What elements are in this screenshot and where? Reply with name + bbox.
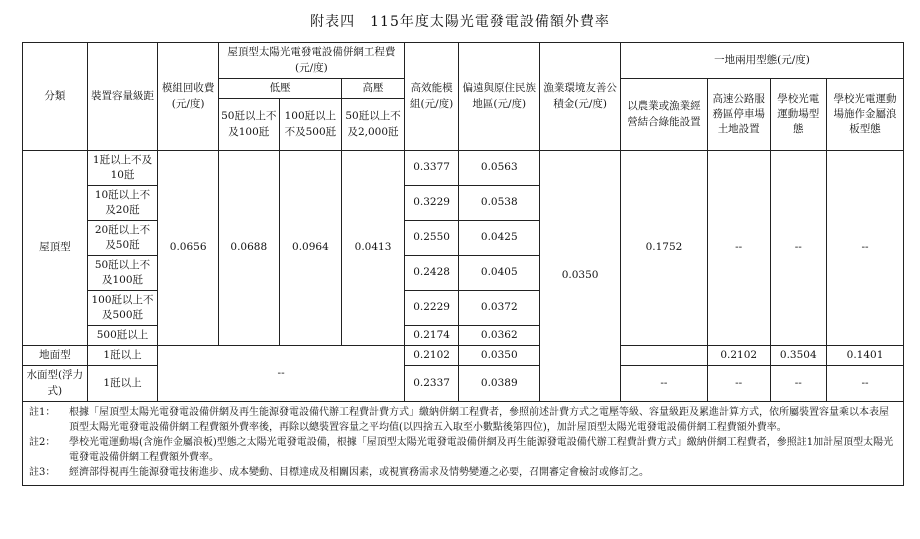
capacity-cell: 50瓩以上不及100瓩 — [87, 256, 158, 291]
fishery-fund-value: 0.0350 — [540, 151, 621, 402]
header-module-recycle: 模組回收費(元/度) — [158, 43, 219, 151]
remote-value: 0.0362 — [459, 326, 540, 346]
capacity-cell: 1瓩以上 — [87, 346, 158, 366]
ground-school-wave-value: 0.1401 — [827, 346, 904, 366]
fee-table — [22, 42, 904, 486]
lv-50-100-value: 0.0688 — [218, 151, 279, 346]
high-eff-value: 0.2428 — [404, 256, 459, 291]
header-lv-100-500: 100瓩以上不及500瓩 — [279, 99, 342, 151]
header-remote-indigenous: 偏遠與原住民族地區(元/度) — [459, 43, 540, 151]
header-agri-fishery: 以農業或漁業經營結合綠能設置 — [621, 79, 708, 151]
floating-school-wave-value: -- — [827, 366, 904, 402]
header-category: 分類 — [23, 43, 88, 151]
category-ground: 地面型 — [23, 346, 88, 366]
header-school-field: 學校光電運動場型態 — [770, 79, 827, 151]
module-recycle-value: 0.0656 — [158, 151, 219, 346]
header-high-efficiency: 高效能模組(元/度) — [404, 43, 459, 151]
header-dual-use: 一地兩用型態(元/度) — [621, 43, 904, 79]
high-eff-value: 0.2229 — [404, 291, 459, 326]
rooftop-school-wave-value: -- — [827, 151, 904, 346]
header-fishery-fund: 漁業環境友善公積金(元/度) — [540, 43, 621, 151]
header-rooftop-grid-fee: 屋頂型太陽光電發電設備併網工程費(元/度) — [218, 43, 404, 79]
merged-dash-cell: -- — [158, 346, 404, 402]
remote-value: 0.0389 — [459, 366, 540, 402]
capacity-cell: 1瓩以上不及10瓩 — [87, 151, 158, 186]
ground-highway-value: 0.2102 — [707, 346, 770, 366]
high-eff-value: 0.2102 — [404, 346, 459, 366]
table-row — [23, 151, 904, 186]
header-high-voltage: 高壓 — [342, 79, 405, 99]
agri-fishery-value: 0.1752 — [621, 151, 708, 346]
high-eff-value: 0.3229 — [404, 186, 459, 221]
ground-agri-value — [621, 346, 708, 366]
table-row — [23, 346, 904, 366]
capacity-cell: 500瓩以上 — [87, 326, 158, 346]
table-title: 附表四 115年度太陽光電發電設備額外費率 — [310, 14, 610, 30]
header-hv-50-2000: 50瓩以上不及2,000瓩 — [342, 99, 405, 151]
remote-value: 0.0350 — [459, 346, 540, 366]
capacity-cell: 10瓩以上不及20瓩 — [87, 186, 158, 221]
high-eff-value: 0.2550 — [404, 221, 459, 256]
note-label: 註1： — [29, 407, 56, 418]
category-floating: 水面型(浮力式) — [23, 366, 88, 402]
note-label: 註2： — [29, 437, 56, 448]
table-row — [23, 366, 904, 402]
remote-value: 0.0405 — [459, 256, 540, 291]
note-3 — [29, 466, 897, 481]
header-capacity: 裝置容量級距 — [87, 43, 158, 151]
lv-100-500-value: 0.0964 — [279, 151, 342, 346]
rooftop-highway-value: -- — [707, 151, 770, 346]
header-row-1 — [23, 43, 904, 79]
ground-school-value: 0.3504 — [770, 346, 827, 366]
header-low-voltage: 低壓 — [218, 79, 341, 99]
note-label: 註3： — [29, 467, 56, 478]
remote-value: 0.0538 — [459, 186, 540, 221]
floating-agri-value: -- — [621, 366, 708, 402]
hv-50-2000-value: 0.0413 — [342, 151, 405, 346]
high-eff-value: 0.3377 — [404, 151, 459, 186]
category-rooftop: 屋頂型 — [23, 151, 88, 346]
header-lv-50-100: 50瓩以上不及100瓩 — [218, 99, 279, 151]
notes-row — [23, 402, 904, 486]
capacity-cell: 1瓩以上 — [87, 366, 158, 402]
capacity-cell: 100瓩以上不及500瓩 — [87, 291, 158, 326]
floating-school-value: -- — [770, 366, 827, 402]
capacity-cell: 20瓩以上不及50瓩 — [87, 221, 158, 256]
notes-section — [23, 402, 904, 486]
note-2 — [29, 436, 897, 465]
note-1 — [29, 406, 897, 435]
note-text: 學校光電運動場(含施作金屬浪板)型態之太陽光電發電設備，根據「屋頂型太陽光電發電設備併網及再生能源發電設備代辦工程費計費方式」繳納併網工程費者，參照註1加計屋頂型太陽光電發電設備併網工程費額外費率。 — [69, 437, 894, 463]
high-eff-value: 0.2174 — [404, 326, 459, 346]
rooftop-school-value: -- — [770, 151, 827, 346]
header-highway-service: 高速公路服務區停車場土地設置 — [707, 79, 770, 151]
header-school-wave: 學校光電運動場施作金屬浪板型態 — [827, 79, 904, 151]
remote-value: 0.0563 — [459, 151, 540, 186]
remote-value: 0.0372 — [459, 291, 540, 326]
note-text: 根據「屋頂型太陽光電發電設備併網及再生能源發電設備代辦工程費計費方式」繳納併網工程費者，參照前述計費方式之電壓等級、容量級距及累進計算方式，依所屬裝置容量乘以本表屋頂型太陽光電發電設備併網工程費額外費率後，再除以總裝置容量之平均值(以四捨五入取至小數點後第四位)，加計屋頂型太陽光電發電設備併網工程費額外費率。 — [69, 407, 889, 433]
high-eff-value: 0.2337 — [404, 366, 459, 402]
floating-highway-value: -- — [707, 366, 770, 402]
note-text: 經濟部得視再生能源發電技術進步、成本變動、目標達成及相關因素，或視實務需求及情勢變遷之必要，召開審定會檢討或修訂之。 — [69, 467, 649, 478]
remote-value: 0.0425 — [459, 221, 540, 256]
